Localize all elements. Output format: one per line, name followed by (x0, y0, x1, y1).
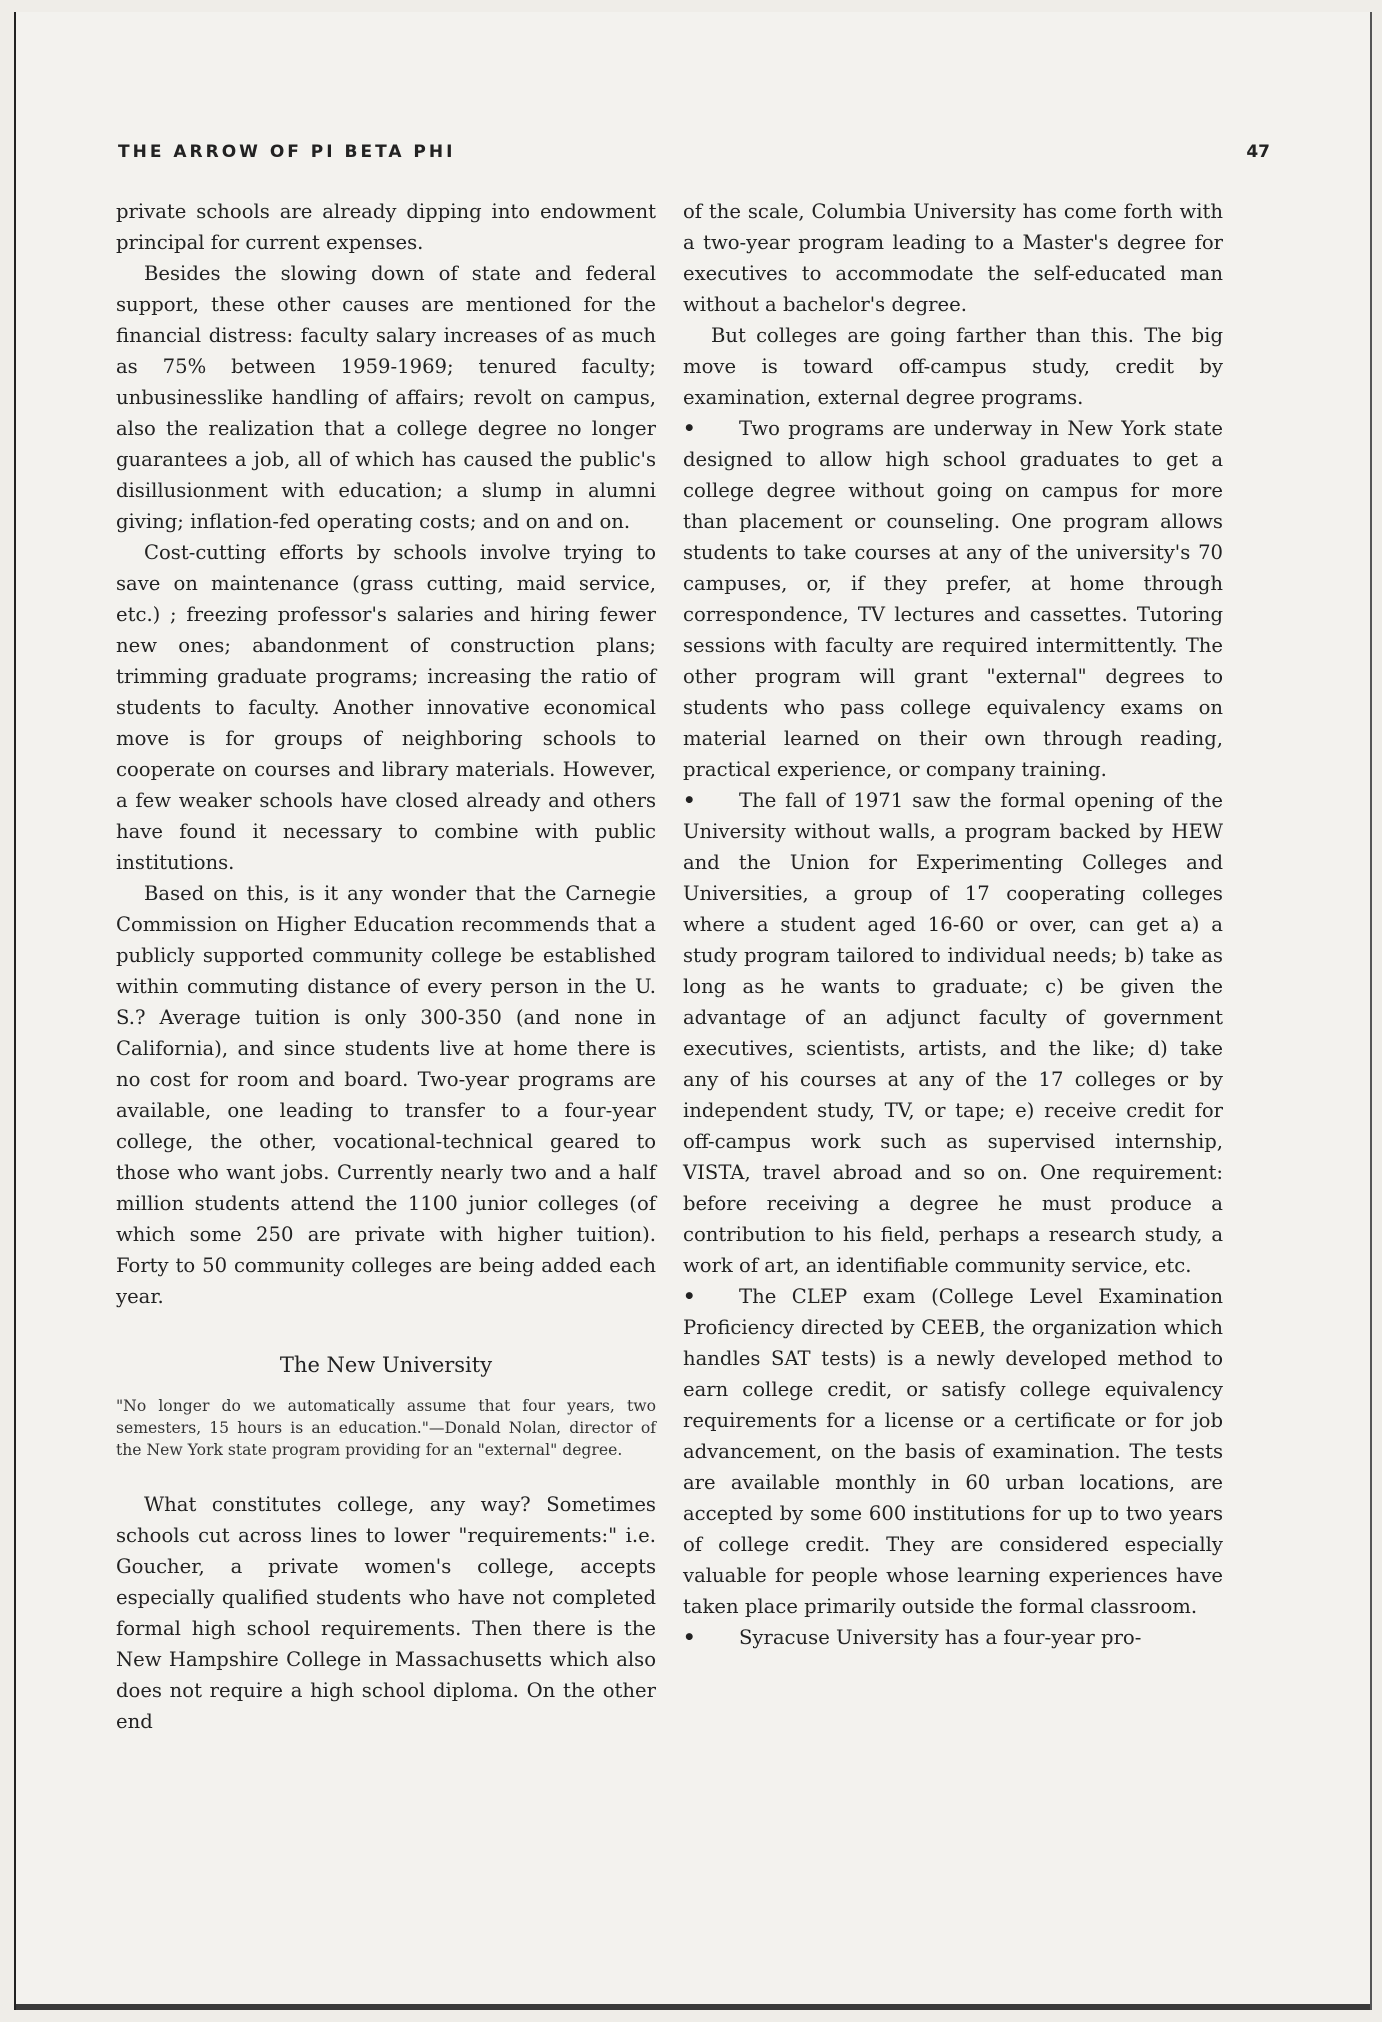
section-title: The New University (279, 1353, 493, 1377)
page-number: 47 (1246, 142, 1270, 162)
left-column (116, 196, 656, 1737)
epigraph-quote: "No longer do we automatically assume that four years, two semesters, 15 hours is an education."—Donald Nolan, director of the New York state program providing for an "external" degree. (116, 1397, 656, 1459)
bullet-paragraph (683, 413, 1223, 785)
bullet-text: Syracuse University has a four-year pro- (739, 1626, 1142, 1649)
paragraph: But colleges are going farther than this. The big move is toward off-campus study, credit by examination, external degree programs. (683, 324, 1223, 409)
bullet-icon: • (683, 1285, 696, 1308)
bullet-paragraph (683, 1622, 1223, 1653)
paragraph: What constitutes college, any way? Sometimes schools cut across lines to lower "requirements:" i.e. Goucher, a private women's college, accepts especially qualified students who have not completed formal high school requirements. Then there is the New Hampshire College in Massachusetts which also does not require a high school diploma. On the other end (116, 1493, 656, 1733)
running-head: THE ARROW OF PI BETA PHI (118, 142, 456, 162)
bullet-text: Two programs are underway in New York state designed to allow high school graduates to get a college degree without going on campus for more than placement or counseling. One program allows students to take courses at any of the university's 70 campuses, or, if they prefer, at home through correspondence, TV lectures and cassettes. Tutoring sessions with faculty are required intermittently. The other program will grant "external" degrees to students who pass college equivalency exams on material learned on their own through reading, practical experience, or company training. (683, 417, 1223, 781)
paragraph: Based on this, is it any wonder that the Carnegie Commission on Higher Education recommends that a publicly supported community college be established within commuting distance of every person in the U. S.? Average tuition is only 300-350 (and none in California), and since students live at home there is no cost for room and board. Two-year programs are available, one leading to transfer to a four-year college, the other, vocational-technical geared to those who want jobs. Currently nearly two and a half million students attend the 1100 junior colleges (of which some 250 are private with higher tuition). Forty to 50 community colleges are being added each year. (116, 882, 656, 1308)
bullet-icon: • (683, 789, 696, 812)
bullet-text: The fall of 1971 saw the formal opening of the University without walls, a program backed by HEW and the Union for Experimenting Colleges and Universities, a group of 17 cooperating colleges where a student aged 16-60 or over, can get a) a study program tailored to individual needs; b) take as long as he wants to graduate; c) be given the advantage of an adjunct faculty of government executives, scientists, artists, and the like; d) take any of his courses at any of the 17 colleges or by independent study, TV, or tape; e) receive credit for off-campus work such as supervised internship, VISTA, travel abroad and so on. One requirement: before receiving a degree he must produce a contribution to his field, perhaps a research study, a work of art, an identifiable community service, etc. (683, 789, 1223, 1277)
page-header (118, 142, 1270, 172)
bullet-paragraph (683, 1281, 1223, 1622)
bullet-paragraph (683, 785, 1223, 1281)
bullet-icon: • (683, 1626, 696, 1649)
right-column (683, 196, 1223, 1653)
bullet-icon: • (683, 417, 696, 440)
bullet-text: The CLEP exam (College Level Examination Proficiency directed by CEEB, the organization which handles SAT tests) is a newly developed method to earn college credit, or satisfy college equivalency requirements for a license or a certificate or for job advancement, on the basis of examination. The tests are available monthly in 60 urban locations, are accepted by some 600 institutions for up to two years of college credit. They are considered especially valuable for people whose learning experiences have taken place primarily outside the formal classroom. (683, 1285, 1223, 1618)
paragraph: Besides the slowing down of state and federal support, these other causes are mentioned for the financial distress: faculty salary increases of as much as 75% between 1959-1969; tenured faculty; unbusinesslike handling of affairs; revolt on campus, also the realization that a college degree no longer guarantees a job, all of which has caused the public's disillusionment with education; a slump in alumni giving; inflation-fed operating costs; and on and on. (116, 262, 656, 533)
paragraph: Cost-cutting efforts by schools involve trying to save on maintenance (grass cutting, maid service, etc.) ; freezing professor's salaries and hiring fewer new ones; abandonment of construction plans; trimming graduate programs; increasing the ratio of students to faculty. Another innovative economical move is for groups of neighboring schools to cooperate on courses and library materials. However, a few weaker schools have closed already and others have found it necessary to combine with public institutions. (116, 541, 656, 874)
paragraph: private schools are already dipping into endowment principal for current expenses. (116, 200, 656, 254)
page (14, 12, 1372, 2010)
paragraph: of the scale, Columbia University has come forth with a two-year program leading to a Master's degree for executives to accommodate the self-educated man without a bachelor's degree. (683, 200, 1223, 316)
